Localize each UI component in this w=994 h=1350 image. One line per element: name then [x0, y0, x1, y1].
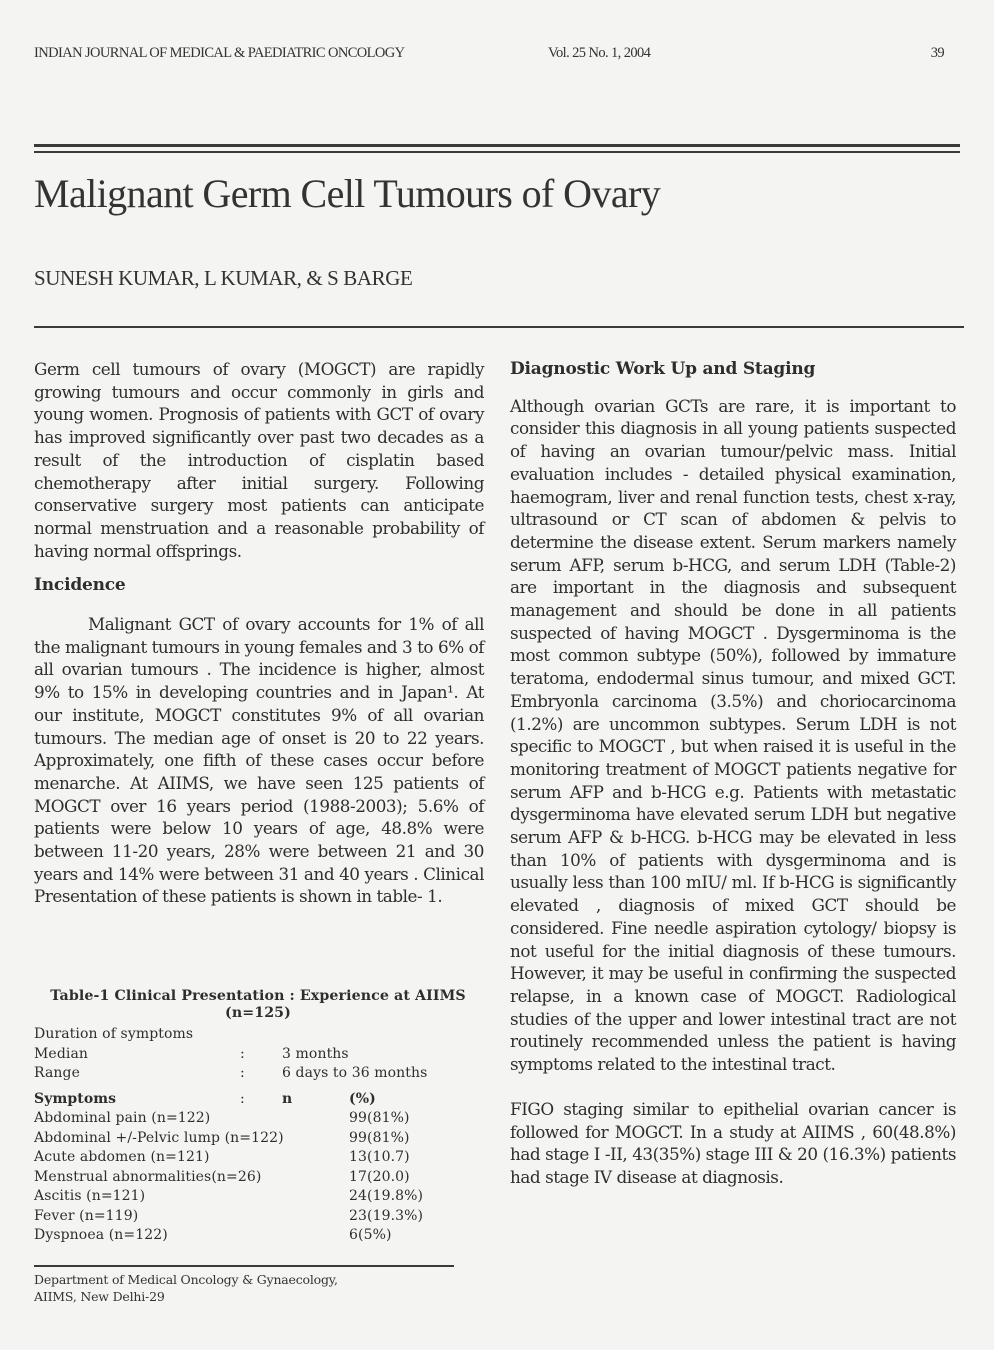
row-label: Abdominal pain (n=122): [34, 1110, 211, 1126]
figo-paragraph: FIGO staging similar to epithelial ovarian cancer is followed for MOGCT. In a study at AIIMS , 60(48.8%) had stage I -II, 43(35%) stage III & 20 (16.3%) patients had stage IV disease at diagnosis.: [510, 1098, 956, 1187]
article-authors: SUNESH KUMAR, L KUMAR, & S BARGE: [34, 266, 413, 290]
header-symptoms: Symptoms: [34, 1090, 117, 1107]
footnote-line: Department of Medical Oncology & Gynaecology,: [34, 1272, 338, 1287]
table-header-row: [34, 1090, 474, 1110]
table-row: [34, 1207, 474, 1227]
title-top-rule: [34, 144, 960, 153]
incidence-paragraph: Malignant GCT of ovary accounts for 1% of all the malignant tumours in young females and 3 to 6% of all ovarian tumours . The incidence is higher, almost 9% to 15% in developing countries and in Japan¹. At our institute, MOGCT constitutes 9% of all ovarian tumours. The median age of onset is 20 to 22 years. Approximately, one fifth of these cases occur before menarche. At AIIMS, we have seen 125 patients of MOGCT over 16 years period (1988-2003); 5.6% of patients were below 10 years of age, 48.8% were between 11-20 years, 28% were between 21 and 30 years and 14% were between 31 and 40 years . Clinical Presentation of these patients is shown in table- 1.: [34, 614, 484, 907]
row-label: Menstrual abnormalities(n=26): [34, 1168, 262, 1185]
diagnostic-heading: Diagnostic Work Up and Staging: [510, 359, 816, 379]
row-value: 99(81%): [349, 1129, 410, 1146]
page-number: 39: [930, 45, 944, 61]
diagnostic-paragraph: Although ovarian GCTs are rare, it is important to consider this diagnosis in all young patients suspected of having an ovarian tumour/pelvic mass. Initial evaluation includes - detailed physical examination, haemogram, liver and renal function tests, chest x-ray, ultrasound or CT scan of abdomen & pelvis to determine the disease extent. Serum markers namely serum AFP, serum b-HCG, and serum LDH (Table-2) are important in the diagnosis and subsequent management and should be done in all patients suspected of having MOGCT . Dysgerminoma is the most common subtype (50%), followed by immature teratoma, endodermal sinus tumour, and mixed GCT. Embryonla carcinoma (3.5%) and choriocarcinoma (1.2%) are uncommon subtypes. Serum LDH is not specific to MOGCT , but when raised it is useful in the monitoring treatment of MOGCT patients negative for serum AFP and b-HCG e.g. Patients with metastatic dysgerminoma have elevated serum LDH but negative serum AFP & b-HCG. b-HCG may be elevated in less than 10% of patients with dysgerminoma and is usually less than 100 mIU/ ml. If b-HCG is significantly elevated , diagnosis of mixed GCT should be considered. Fine needle aspiration cytology/ biopsy is not useful for the initial diagnosis of these tumours. However, it may be useful in confirming the suspected relapse, in a known case of MOGCT. Radiological studies of the upper and lower intestinal tract are not routinely recommended unless the patient is having symptoms related to the intestinal tract.: [510, 395, 956, 1075]
row-value: 17(20.0): [349, 1168, 410, 1185]
table-row: [34, 1129, 474, 1149]
incidence-heading: Incidence: [34, 575, 126, 596]
table-caption: Table-1 Clinical Presentation : Experience at AIIMS (n=125): [50, 988, 466, 1021]
row-value: 23(19.3%): [349, 1207, 424, 1224]
row-label: Dyspnoea (n=122): [34, 1227, 168, 1243]
right-column: [510, 358, 956, 1189]
duration-label-row: [34, 1025, 474, 1045]
table-row: [34, 1109, 474, 1129]
row-value: 99(81%): [349, 1110, 410, 1126]
title-bottom-rule: [34, 326, 964, 328]
header-n: n: [282, 1090, 293, 1107]
left-column: [34, 358, 484, 908]
header-percent: (%): [349, 1090, 376, 1107]
row-label: Fever (n=119): [34, 1207, 139, 1224]
volume-info: Vol. 25 No. 1, 2004: [548, 45, 651, 61]
table-row: [34, 1187, 474, 1207]
row-label: Median: [34, 1045, 89, 1062]
intro-paragraph: Germ cell tumours of ovary (MOGCT) are rapidly growing tumours and occur commonly in girls and young women. Prognosis of patients with GCT of ovary has improved significantly over past two decades as a result of the introduction of cisplatin based chemotherapy after initial surgery. Following conservative surgery most patients can anticipate normal menstruation and a reasonable probability of having normal offsprings.: [34, 359, 484, 561]
duration-label: Duration of symptoms: [34, 1026, 194, 1042]
header-separator: :: [240, 1090, 245, 1107]
row-value: 6 days to 36 months: [282, 1065, 428, 1081]
row-label: Abdominal +/-Pelvic lump (n=122): [34, 1129, 284, 1146]
row-label: Acute abdomen (n=121): [34, 1149, 210, 1165]
table-row: [34, 1045, 474, 1065]
journal-name: INDIAN JOURNAL OF MEDICAL & PAEDIATRIC ONCOLOGY: [34, 45, 405, 61]
table-1-clinical-presentation: [34, 988, 474, 1246]
table-row: [34, 1148, 474, 1168]
row-value: 3 months: [282, 1045, 349, 1062]
row-value: 24(19.8%): [349, 1188, 424, 1204]
row-label: Ascitis (n=121): [34, 1188, 146, 1204]
table-row: [34, 1226, 474, 1246]
row-label: Range: [34, 1065, 80, 1081]
row-value: 13(10.7): [349, 1149, 410, 1165]
footnote-rule: [34, 1265, 454, 1267]
row-value: 6(5%): [349, 1227, 392, 1243]
table-row: [34, 1064, 474, 1084]
article-title: Malignant Germ Cell Tumours of Ovary: [34, 171, 661, 216]
table-row: [34, 1168, 474, 1188]
row-separator: :: [240, 1045, 245, 1062]
footnote-line: AIIMS, New Delhi-29: [34, 1289, 165, 1304]
affiliation-footnote: [34, 1271, 338, 1305]
row-separator: :: [240, 1065, 245, 1081]
